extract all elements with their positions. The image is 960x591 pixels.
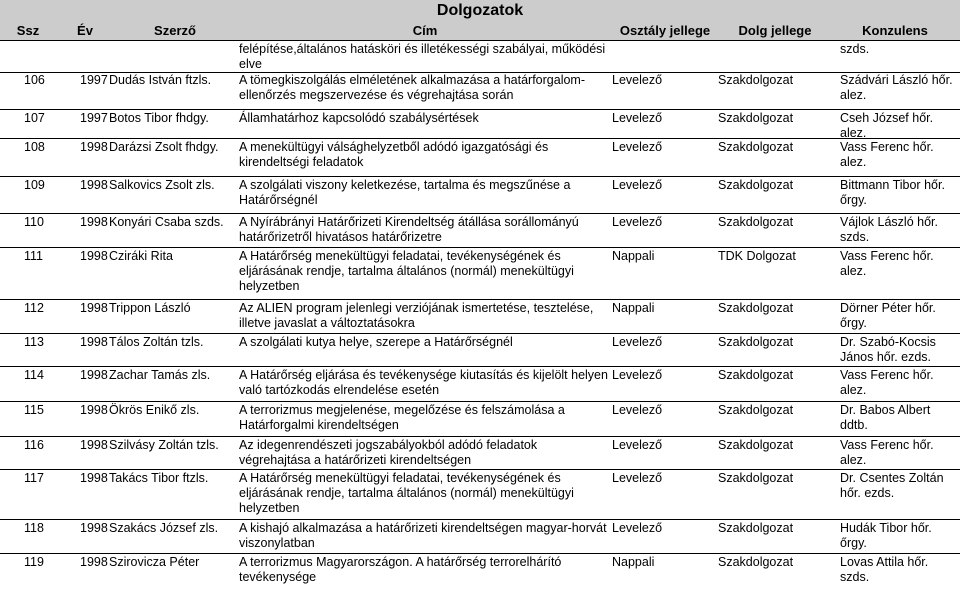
cell-ssz: 111 (24, 249, 44, 263)
cell-cim: A Határőrség menekültügyi feladatai, tevékenységének és eljárásának rendje, tartalma általános (normál) menekültügyi helyzetben (239, 471, 574, 515)
cell-ssz: 114 (24, 368, 44, 382)
column-header-osztaly: Osztály jellege (619, 23, 711, 38)
cell-dolg: Szakdolgozat (718, 555, 794, 569)
cell-cim: felépítése,általános hatásköri és illetékességi szabályai, működési elve (239, 42, 606, 71)
cell-ssz: 106 (24, 73, 45, 87)
table-row (0, 437, 960, 470)
cell-konzulens: Vass Ferenc hőr. alez. (840, 368, 934, 397)
cell-szerzo: Botos Tibor fhdgy. (109, 111, 209, 125)
cell-dolg: Szakdolgozat (718, 438, 794, 452)
table-row (0, 72, 960, 110)
cell-ssz: 112 (24, 301, 44, 315)
table-row (0, 470, 960, 520)
cell-ev: 1998 (80, 438, 108, 452)
cell-cim: A szolgálati viszony keletkezése, tartalma és megszűnése a Határőrségnél (239, 178, 571, 207)
cell-cim: Államhatárhoz kapcsolódó szabálysértések (239, 111, 479, 125)
cell-cim: A Nyírábrányi Határőrizeti Kirendeltség átállása sorállományú határőrizetről hivatásos határőrizetre (239, 215, 579, 244)
cell-ev: 1997 (80, 73, 108, 87)
cell-ev: 1998 (80, 555, 108, 569)
cell-dolg: TDK Dolgozat (718, 249, 796, 263)
cell-ssz: 115 (24, 403, 44, 417)
cell-konzulens: Dörner Péter hőr. őrgy. (840, 301, 936, 330)
cell-osztaly: Nappali (612, 555, 655, 569)
table-row (0, 300, 960, 334)
cell-osztaly: Levelező (612, 111, 663, 125)
cell-ssz: 116 (24, 438, 44, 452)
table-row (0, 248, 960, 300)
cell-cim: A kishajó alkalmazása a határőrizeti kirendeltségen magyar-horvát viszonylatban (239, 521, 607, 550)
cell-cim: Az ALIEN program jelenlegi verziójának ismertetése, tesztelése, illetve javaslat a változtatásokra (239, 301, 594, 330)
cell-konzulens: Dr. Csentes Zoltán hőr. ezds. (840, 471, 944, 500)
cell-konzulens: szds. (840, 42, 870, 56)
cell-konzulens: Vass Ferenc hőr. alez. (840, 438, 934, 467)
cell-ssz: 119 (24, 555, 44, 569)
cell-szerzo: Tálos Zoltán tzls. (109, 335, 204, 349)
cell-cim: A terrorizmus Magyarországon. A határőrség terrorelhárító tevékenysége (239, 555, 562, 584)
cell-ev: 1998 (80, 178, 108, 192)
cell-osztaly: Levelező (612, 403, 663, 417)
cell-ev: 1998 (80, 249, 108, 263)
cell-osztaly: Levelező (612, 471, 663, 485)
cell-konzulens: Cseh József hőr. alez. (840, 111, 934, 140)
cell-szerzo: Zachar Tamás zls. (109, 368, 211, 382)
cell-szerzo: Dudás István ftzls. (109, 73, 212, 87)
cell-osztaly: Levelező (612, 140, 663, 154)
cell-dolg: Szakdolgozat (718, 471, 794, 485)
cell-szerzo: Szilvásy Zoltán tzls. (109, 438, 219, 452)
table-row (0, 334, 960, 367)
cell-konzulens: Hudák Tibor hőr. őrgy. (840, 521, 932, 550)
cell-cim: A tömegkiszolgálás elméletének alkalmazása a határforgalom-ellenőrzés megszervezése és végrehajtása során (239, 73, 586, 102)
cell-osztaly: Levelező (612, 438, 663, 452)
cell-konzulens: Lovas Attila hőr. szds. (840, 555, 929, 584)
cell-osztaly: Levelező (612, 335, 663, 349)
cell-dolg: Szakdolgozat (718, 521, 794, 535)
cell-szerzo: Darázsi Zsolt fhdgy. (109, 140, 219, 154)
cell-konzulens: Vass Ferenc hőr. alez. (840, 140, 934, 169)
cell-osztaly: Levelező (612, 368, 663, 382)
cell-ev: 1998 (80, 521, 108, 535)
page-title: Dolgozatok (0, 0, 960, 22)
cell-ssz: 108 (24, 140, 45, 154)
cell-ssz: 107 (24, 111, 45, 125)
cell-ev: 1998 (80, 403, 108, 417)
table-header (0, 22, 960, 41)
cell-cim: Az idegenrendészeti jogszabályokból adódó feladatok végrehajtása a határőrizeti kirendeltségen (239, 438, 538, 467)
cell-osztaly: Levelező (612, 521, 663, 535)
table-row (0, 139, 960, 177)
cell-cim: A terrorizmus megjelenése, megelőzése és felszámolása a Határforgalmi kirendeltségen (239, 403, 565, 432)
cell-szerzo: Ökrös Enikő zls. (109, 403, 200, 417)
column-header-konzulens: Konzulens (862, 23, 928, 38)
cell-dolg: Szakdolgozat (718, 368, 794, 382)
cell-ssz: 117 (24, 471, 44, 485)
table-row (0, 214, 960, 248)
cell-ev: 1998 (80, 368, 108, 382)
cell-ssz: 118 (24, 521, 44, 535)
table-row (0, 520, 960, 554)
cell-dolg: Szakdolgozat (718, 403, 794, 417)
cell-osztaly: Levelező (612, 215, 663, 229)
cell-konzulens: Dr. Babos Albert ddtb. (840, 403, 931, 432)
cell-osztaly: Nappali (612, 249, 655, 263)
cell-konzulens: Vájlok László hőr. szds. (840, 215, 938, 244)
cell-osztaly: Levelező (612, 178, 663, 192)
column-header-dolg: Dolg jellege (738, 23, 812, 38)
cell-szerzo: Trippon László (109, 301, 191, 315)
cell-konzulens: Bittmann Tibor hőr. őrgy. (840, 178, 945, 207)
column-header-ev: Év (77, 23, 93, 38)
cell-dolg: Szakdolgozat (718, 178, 794, 192)
cell-konzulens: Vass Ferenc hőr. alez. (840, 249, 934, 278)
cell-dolg: Szakdolgozat (718, 111, 794, 125)
cell-szerzo: Cziráki Rita (109, 249, 173, 263)
cell-dolg: Szakdolgozat (718, 140, 794, 154)
cell-cim: A Határőrség menekültügyi feladatai, tevékenységének és eljárásának rendje, tartalma általános (normál) menekültügyi helyzetben (239, 249, 574, 293)
cell-dolg: Szakdolgozat (718, 301, 794, 315)
cell-osztaly: Levelező (612, 73, 663, 87)
cell-dolg: Szakdolgozat (718, 215, 794, 229)
cell-cim: A szolgálati kutya helye, szerepe a Határőrségnél (239, 335, 513, 349)
cell-cim: A Határőrség eljárása és tevékenysége kiutasítás és kijelölt helyen való tartózkodás elrendelése esetén (239, 368, 608, 397)
cell-osztaly: Nappali (612, 301, 655, 315)
cell-szerzo: Takács Tibor ftzls. (109, 471, 209, 485)
cell-ev: 1998 (80, 471, 108, 485)
cell-szerzo: Szirovicza Péter (109, 555, 200, 569)
cell-ssz: 113 (24, 335, 44, 349)
table-row-partial (0, 41, 960, 73)
cell-cim: A menekültügyi válsághelyzetből adódó igazgatósági és kirendeltségi feladatok (239, 140, 549, 169)
cell-ssz: 110 (24, 215, 44, 229)
cell-szerzo: Szakács József zls. (109, 521, 219, 535)
table-row (0, 367, 960, 402)
cell-dolg: Szakdolgozat (718, 73, 794, 87)
cell-konzulens: Szádvári László hőr. alez. (840, 73, 953, 102)
cell-dolg: Szakdolgozat (718, 335, 794, 349)
table-row (0, 554, 960, 590)
column-header-cim: Cím (412, 23, 438, 38)
cell-szerzo: Salkovics Zsolt zls. (109, 178, 215, 192)
column-header-ssz: Ssz (16, 23, 40, 38)
cell-ev: 1997 (80, 111, 108, 125)
cell-ev: 1998 (80, 140, 108, 154)
cell-szerzo: Konyári Csaba szds. (109, 215, 224, 229)
column-header-szerzo: Szerző (154, 23, 196, 38)
cell-konzulens: Dr. Szabó-Kocsis János hőr. ezds. (840, 335, 936, 364)
table-row (0, 177, 960, 214)
cell-ev: 1998 (80, 301, 108, 315)
cell-ev: 1998 (80, 215, 108, 229)
cell-ssz: 109 (24, 178, 45, 192)
table-row (0, 110, 960, 139)
table-row (0, 402, 960, 437)
cell-ev: 1998 (80, 335, 108, 349)
